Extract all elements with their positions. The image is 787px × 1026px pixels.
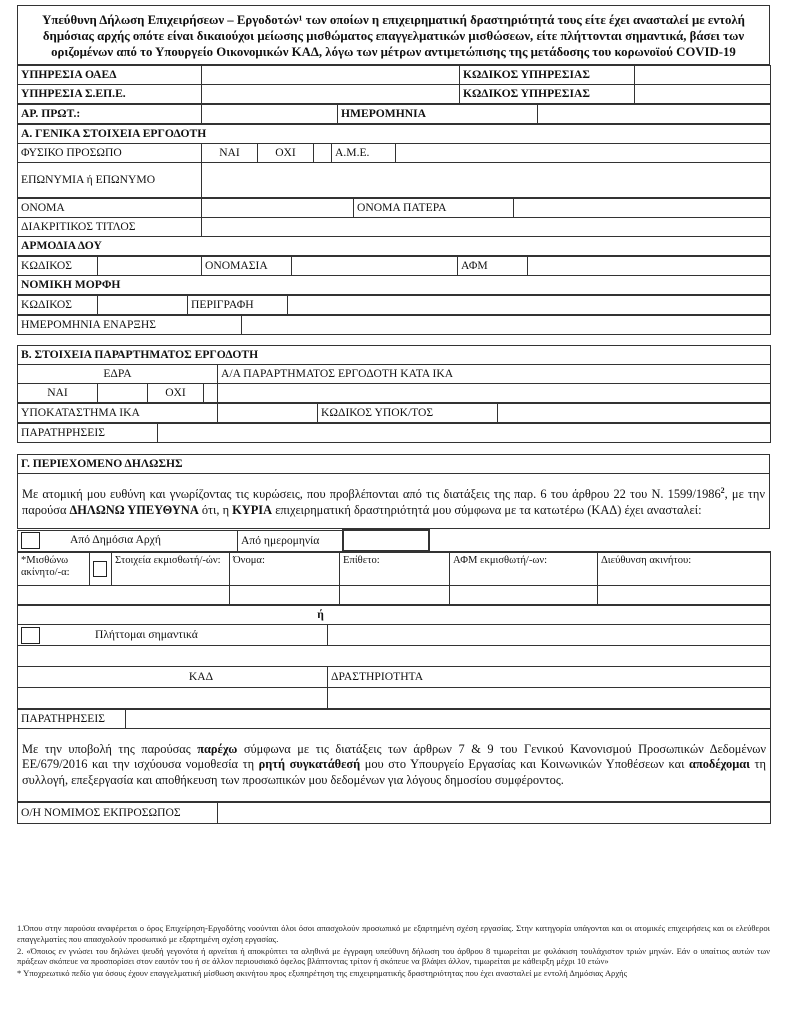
father-name-label: ΟΝΟΜΑ ΠΑΤΕΡΑ xyxy=(354,199,514,218)
afm-field[interactable] xyxy=(528,257,771,276)
section-a xyxy=(17,124,771,198)
branch-number-field[interactable] xyxy=(218,384,771,403)
tax-office-title: ΑΡΜΟΔΙΑ ΔΟΥ xyxy=(18,237,771,256)
authority-table xyxy=(17,529,771,552)
footnote-3: * Υποχρεωτικό πεδίο για όσους έχουν επαγγελματική μίσθωση ακινήτου προς εξυπηρέτηση της επιχειρηματικής δραστηριότητας που έχει ανασταλεί με εντολή Δημόσιας Αρχής xyxy=(17,968,628,979)
legal-form-title: ΝΟΜΙΚΗ ΜΟΡΦΗ xyxy=(18,276,771,295)
activity-header: ΔΡΑΣΤΗΡΙΟΤΗΤΑ xyxy=(328,667,771,688)
section-c-remarks-table xyxy=(17,709,771,802)
activity-field[interactable] xyxy=(328,688,771,709)
footnotes xyxy=(17,923,770,980)
section-c-title: Γ. ΠΕΡΙΕΧΟΜΕΝΟ ΔΗΛΩΣΗΣ xyxy=(18,455,770,474)
significantly-affected-checkbox[interactable] xyxy=(21,627,40,644)
start-date-field[interactable] xyxy=(242,316,771,335)
col-address-header: Διεύθυνση ακινήτου: xyxy=(598,553,771,586)
company-name-field[interactable] xyxy=(202,163,771,198)
sepe-service-field[interactable] xyxy=(202,85,460,104)
legal-form-code-label: ΚΩΔΙΚΟΣ xyxy=(18,296,98,315)
date-field[interactable] xyxy=(538,105,771,124)
tax-office-table xyxy=(17,256,771,295)
first-name-field[interactable] xyxy=(202,199,354,218)
ame-field[interactable] xyxy=(396,144,771,163)
lessor-row-details[interactable] xyxy=(18,586,230,605)
natural-person-check[interactable] xyxy=(314,144,332,163)
kad-field[interactable] xyxy=(18,688,328,709)
service-code-label: ΚΩΔΙΚΟΣ ΥΠΗΡΕΣΙΑΣ xyxy=(460,66,635,85)
lessor-table xyxy=(17,552,771,605)
seat-label: ΕΔΡΑ xyxy=(18,365,218,384)
seat-no-check[interactable] xyxy=(204,384,218,403)
legal-rep-table xyxy=(17,802,771,824)
legal-form-table xyxy=(17,295,771,315)
natural-person-label: ΦΥΣΙΚΟ ΠΡΟΣΩΠΟ xyxy=(18,144,202,163)
date-label: ΗΜΕΡΟΜΗΝΙΑ xyxy=(338,105,538,124)
section-b xyxy=(17,345,771,403)
footnote-1: 1.Όπου στην παρούσα αναφέρεται ο όρος Επιχείρηση-Εργοδότης νοούνται όλοι όσοι απασχολούν προσωπικό με εξαρτημένη σχέση εργασίας. Στην κατηγορία υπάγονται και οι ατομικές επιχειρήσεις και οι ελεύθεροι επαγγελματίες που απασχολούν προσωπικό με εξαρτημένη σχέση εργασίας. xyxy=(17,923,770,944)
lessor-property-label: *Μισθώνω ακίνητο/-α: xyxy=(18,553,90,586)
by-authority-label: Από Δημόσια Αρχή xyxy=(70,533,161,547)
start-date-table xyxy=(17,315,771,335)
significantly-affected-label: Πλήττομαι σημαντικά xyxy=(95,627,198,641)
branch-code-label: ΚΩΔΙΚΟΣ ΥΠΟΚ/ΤΟΣ xyxy=(318,404,498,423)
protocol-table xyxy=(17,104,771,124)
ame-label: Α.Μ.Ε. xyxy=(332,144,396,163)
company-name-label: ΕΠΩΝΥΜΙΑ ή ΕΠΩΝΥΜΟ xyxy=(18,163,202,198)
section-b-remarks-label: ΠΑΡΑΤΗΡΗΣΕΙΣ xyxy=(18,424,158,443)
header-table xyxy=(17,65,771,104)
affected-blank-row[interactable] xyxy=(18,646,771,667)
tax-office-code-label: ΚΩΔΙΚΟΣ xyxy=(18,257,98,276)
ika-branch-table xyxy=(17,403,771,423)
declaration-form xyxy=(17,5,770,824)
protocol-field[interactable] xyxy=(202,105,338,124)
legal-rep-label: Ο/Η ΝΟΜΙΜΟΣ ΕΚΠΡΟΣΩΠΟΣ xyxy=(18,803,218,824)
afm-label: ΑΦΜ xyxy=(458,257,528,276)
section-a-title: Α. ΓΕΝΙΚΑ ΣΤΟΙΧΕΙΑ ΕΡΓΟΔΟΤΗ xyxy=(18,125,771,144)
declaration-text: Με ατομική μου ευθύνη και γνωρίζοντας τις κυρώσεις, που προβλέπονται από τις διατάξεις της παρ. 6 του άρθρου 22 του Ν. 1599/1986$^2$, με την παρούσα ΔΗΛΩΝΩ ΥΠΕΥΘΥΝΑ ότι, η ΚΥΡΙΑ επιχειρηματική δραστηριότητά μου σύμφωνα με τα κατωτέρω (ΚΑΔ) έχει ανασταλεί: xyxy=(18,474,770,529)
col-afm-header: ΑΦΜ εκμισθωτή/-ων: xyxy=(450,553,598,586)
trade-name-field[interactable] xyxy=(202,218,771,237)
from-date-field[interactable] xyxy=(343,530,429,551)
first-name-label: ΟΝΟΜΑ xyxy=(18,199,202,218)
lessor-row-surname[interactable] xyxy=(340,586,450,605)
section-b-remarks-field[interactable] xyxy=(158,424,771,443)
father-name-field[interactable] xyxy=(514,199,771,218)
lessor-property-cell xyxy=(90,553,112,586)
col-name-header: Όνομα: xyxy=(230,553,340,586)
branch-code-field[interactable] xyxy=(498,404,771,423)
or-separator: ή xyxy=(18,606,771,625)
affected-cell xyxy=(18,625,328,646)
lessor-details-label: Στοιχεία εκμισθωτή/-ών: xyxy=(112,553,230,586)
by-authority-cell xyxy=(18,530,238,551)
footnote-2: 2. «Όποιος εν γνώσει του δηλώνει ψευδή γεγονότα ή αρνείται ή αποκρύπτει τα αληθινά με έγγραφη υπεύθυνη δήλωση του άρθρου 8 τιμωρείται με φυλάκιση τουλάχιστον τριών μηνών. Εάν ο υπαίτιος αυτών των πράξεων σκόπευε να προσπορίσει στον εαυτόν του ή σε άλλον περιουσιακό όφελος βλάπτοντας τρίτον ή σκόπευε να βλάψει άλλον, τιμωρείται με κάθειρξη μέχρι 10 ετών» xyxy=(17,945,770,967)
protocol-label: ΑΡ. ΠΡΩΤ.: xyxy=(18,105,202,124)
start-date-label: ΗΜΕΡΟΜΗΝΙΑ ΕΝΑΡΞΗΣ xyxy=(18,316,242,335)
service-code-label-2: ΚΩΔΙΚΟΣ ΥΠΗΡΕΣΙΑΣ xyxy=(460,85,635,104)
branch-number-label: Α/Α ΠΑΡΑΡΤΗΜΑΤΟΣ ΕΡΓΟΔΟΤΗ ΚΑΤΑ ΙΚΑ xyxy=(218,365,771,384)
tax-office-name-field[interactable] xyxy=(292,257,458,276)
lessor-row-address[interactable] xyxy=(598,586,771,605)
consent-text: Με την υποβολή της παρούσας παρέχω σύμφωνα με τις διατάξεις των άρθρων 7 & 9 του Γενικού Κανονισμού Προσωπικών Δεδομένων ΕΕ/679/2016 και την ισχύουσα νομοθεσία τη ρητή συγκατάθεσή μου στο Υπουργείο Εργασίας και Κοινωνικών Υποθέσεων και αποδέχομαι τη συλλογή, επεξεργασία και αποθήκευση των προσωπικών μου δεδομένων για λόγους δημοσίου συμφέροντος. xyxy=(18,729,771,802)
service-code-field[interactable] xyxy=(635,66,771,85)
affected-table xyxy=(17,605,771,709)
legal-form-description-field[interactable] xyxy=(288,296,771,315)
lessor-row-name[interactable] xyxy=(230,586,340,605)
seat-yes-check[interactable] xyxy=(98,384,148,403)
legal-form-description-label: ΠΕΡΙΓΡΑΦΗ xyxy=(188,296,288,315)
natural-person-yes[interactable]: ΝΑΙ xyxy=(202,144,258,163)
section-c-remarks-field[interactable] xyxy=(126,710,771,729)
oaed-service-label: ΥΠΗΡΕΣΙΑ ΟΑΕΔ xyxy=(18,66,202,85)
seat-no[interactable]: ΟΧΙ xyxy=(148,384,204,403)
section-a-names xyxy=(17,198,771,256)
lessor-property-checkbox[interactable] xyxy=(93,561,107,577)
legal-rep-field[interactable] xyxy=(218,803,771,824)
oaed-service-field[interactable] xyxy=(202,66,460,85)
section-c-remarks-label: ΠΑΡΑΤΗΡΗΣΕΙΣ xyxy=(18,710,126,729)
lessor-row-afm[interactable] xyxy=(450,586,598,605)
section-b-remarks-table xyxy=(17,423,771,443)
form-title: Υπεύθυνη Δήλωση Επιχειρήσεων – Εργοδοτών¹ των οποίων η επιχειρηματική δραστηριότητά τους είτε έχει ανασταλεί με εντολή δημόσιας αρχής οπότε είναι δικαιούχοι μείωσης μισθώματος επαγγελματικών μισθώσεων, είτε πλήττονται σημαντικά, βάσει των οριζομένων από το Υπουργείο Οικονομικών ΚΑΔ, λόγω των μέτρων αντιμετώπισης της μετάδοσης του κορωνοϊού COVID-19 xyxy=(17,5,770,65)
seat-yes[interactable]: ΝΑΙ xyxy=(18,384,98,403)
col-surname-header: Επίθετο: xyxy=(340,553,450,586)
tax-office-code-field[interactable] xyxy=(98,257,202,276)
service-code-field-2[interactable] xyxy=(635,85,771,104)
from-date-label: Από ημερομηνία xyxy=(238,530,343,551)
by-authority-checkbox[interactable] xyxy=(21,532,40,549)
sepe-service-label: ΥΠΗΡΕΣΙΑ Σ.ΕΠ.Ε. xyxy=(18,85,202,104)
section-c xyxy=(17,454,770,529)
legal-form-code-field[interactable] xyxy=(98,296,188,315)
trade-name-label: ΔΙΑΚΡΙΤΙΚΟΣ ΤΙΤΛΟΣ xyxy=(18,218,202,237)
ika-branch-label: ΥΠΟΚΑΤΑΣΤΗΜΑ ΙΚΑ xyxy=(18,404,218,423)
ika-branch-field[interactable] xyxy=(218,404,318,423)
kad-header: ΚΑΔ xyxy=(18,667,328,688)
natural-person-no[interactable]: ΟΧΙ xyxy=(258,144,314,163)
tax-office-name-label: ΟΝΟΜΑΣΙΑ xyxy=(202,257,292,276)
section-b-title: Β. ΣΤΟΙΧΕΙΑ ΠΑΡΑΡΤΗΜΑΤΟΣ ΕΡΓΟΔΟΤΗ xyxy=(18,346,771,365)
